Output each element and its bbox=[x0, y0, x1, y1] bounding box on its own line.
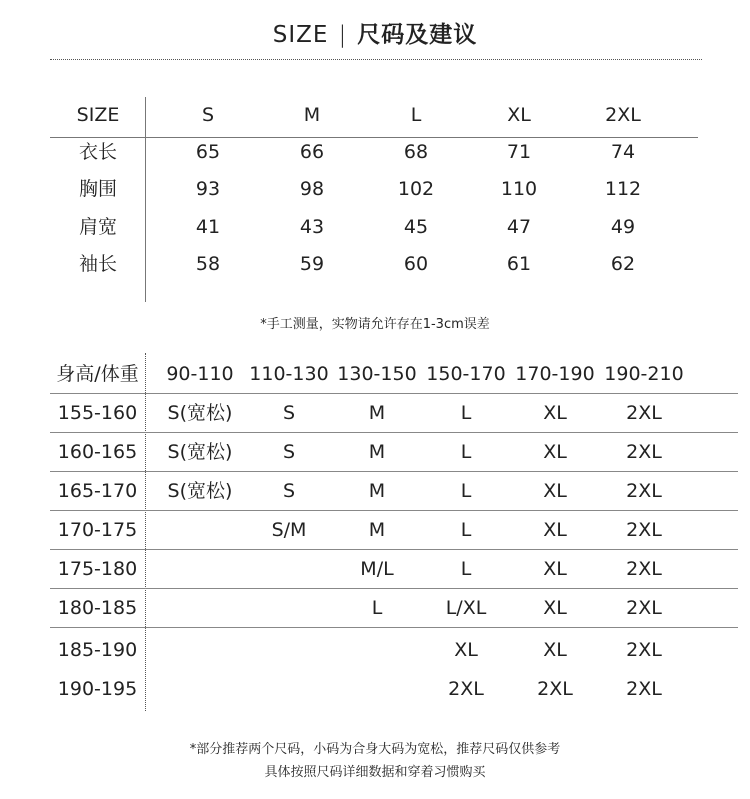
size-table-header bbox=[50, 97, 698, 133]
page-title bbox=[0, 16, 750, 49]
rec-row-label: 180-185 bbox=[57, 597, 138, 619]
size-cell: 49 bbox=[610, 216, 636, 238]
rec-row-label: 160-165 bbox=[57, 441, 138, 463]
rec-cell: 2XL bbox=[626, 639, 662, 661]
rec-cell: S(宽松) bbox=[167, 402, 233, 424]
rec-table-header bbox=[50, 355, 738, 394]
rec-row-label: 190-195 bbox=[57, 678, 138, 700]
rec-cell: L bbox=[460, 558, 472, 580]
size-header-cell: L bbox=[410, 104, 422, 126]
size-table-row bbox=[50, 246, 698, 282]
rec-header-cell: 170-190 bbox=[515, 363, 595, 385]
rec-cell: L bbox=[460, 480, 472, 502]
rec-cell: M bbox=[368, 402, 386, 424]
size-cell: 66 bbox=[299, 141, 325, 163]
size-cell: 98 bbox=[299, 178, 325, 200]
rec-header-cell: 190-210 bbox=[604, 363, 684, 385]
rec-table-row bbox=[50, 670, 738, 708]
rec-header-cell: 110-130 bbox=[249, 363, 329, 385]
rec-cell bbox=[157, 550, 243, 588]
rec-cell: XL bbox=[543, 639, 567, 661]
size-header-cell: XL bbox=[507, 104, 531, 126]
rec-cell: S(宽松) bbox=[167, 480, 233, 502]
rec-cell: M bbox=[368, 441, 386, 463]
title-divider bbox=[50, 59, 702, 60]
rec-cell: M bbox=[368, 519, 386, 541]
size-cell: 59 bbox=[299, 253, 325, 275]
rec-cell bbox=[246, 670, 332, 708]
rec-cell: M/L bbox=[360, 558, 394, 580]
size-header-cell: M bbox=[303, 104, 321, 126]
size-cell: 61 bbox=[506, 253, 532, 275]
rec-header-cell: 身高/体重 bbox=[56, 363, 139, 385]
recommendation-note-line2: 具体按照尺码详细数据和穿着习惯购买 bbox=[264, 765, 486, 780]
rec-cell: S bbox=[282, 480, 296, 502]
rec-cell: 2XL bbox=[626, 519, 662, 541]
size-table-row bbox=[50, 134, 698, 170]
rec-cell: 2XL bbox=[626, 678, 662, 700]
size-cell: 43 bbox=[299, 216, 325, 238]
rec-cell: S/M bbox=[271, 519, 307, 541]
rec-cell: XL bbox=[543, 480, 567, 502]
rec-cell: L bbox=[460, 402, 472, 424]
size-row-label: 衣长 bbox=[78, 141, 117, 163]
rec-header-cell: 130-150 bbox=[337, 363, 417, 385]
size-cell: 93 bbox=[195, 178, 221, 200]
rec-cell: 2XL bbox=[626, 441, 662, 463]
size-cell: 47 bbox=[506, 216, 532, 238]
size-cell: 60 bbox=[403, 253, 429, 275]
rec-cell: L bbox=[460, 441, 472, 463]
size-cell: 68 bbox=[403, 141, 429, 163]
rec-cell bbox=[157, 631, 243, 669]
size-cell: 65 bbox=[195, 141, 221, 163]
size-cell: 110 bbox=[500, 178, 538, 200]
rec-cell bbox=[246, 631, 332, 669]
rec-row-label: 170-175 bbox=[57, 519, 138, 541]
size-header-cell: S bbox=[201, 104, 215, 126]
rec-table-row bbox=[50, 631, 738, 669]
size-table bbox=[50, 95, 698, 305]
rec-cell: XL bbox=[454, 639, 478, 661]
title-en: SIZE bbox=[272, 22, 329, 48]
rec-cell: M bbox=[368, 480, 386, 502]
rec-cell: 2XL bbox=[448, 678, 484, 700]
rec-cell: XL bbox=[543, 402, 567, 424]
size-header-cell: SIZE bbox=[76, 104, 120, 126]
rec-table-row bbox=[50, 433, 738, 472]
rec-cell: L/XL bbox=[445, 597, 487, 619]
rec-table-row bbox=[50, 589, 738, 628]
rec-cell bbox=[157, 589, 243, 627]
rec-cell: XL bbox=[543, 441, 567, 463]
rec-row-label: 165-170 bbox=[57, 480, 138, 502]
rec-cell: 2XL bbox=[626, 597, 662, 619]
rec-table-row bbox=[50, 511, 738, 550]
rec-cell bbox=[157, 511, 243, 549]
rec-cell: XL bbox=[543, 519, 567, 541]
size-row-label: 袖长 bbox=[78, 253, 117, 275]
rec-cell: S bbox=[282, 402, 296, 424]
rec-header-cell: 90-110 bbox=[166, 363, 234, 385]
size-cell: 45 bbox=[403, 216, 429, 238]
rec-cell: 2XL bbox=[626, 558, 662, 580]
rec-cell: 2XL bbox=[626, 480, 662, 502]
size-header-cell: 2XL bbox=[605, 104, 641, 126]
rec-cell bbox=[246, 550, 332, 588]
rec-header-cell: 150-170 bbox=[426, 363, 506, 385]
rec-cell: L bbox=[460, 519, 472, 541]
size-cell: 58 bbox=[195, 253, 221, 275]
size-row-label: 胸围 bbox=[78, 178, 117, 200]
size-cell: 74 bbox=[610, 141, 636, 163]
rec-cell bbox=[246, 589, 332, 627]
size-row-label: 肩宽 bbox=[78, 216, 117, 238]
size-cell: 112 bbox=[604, 178, 642, 200]
rec-table-row bbox=[50, 550, 738, 589]
size-table-row bbox=[50, 171, 698, 207]
rec-cell: L bbox=[371, 597, 383, 619]
size-cell: 62 bbox=[610, 253, 636, 275]
size-recommendation-table bbox=[50, 353, 738, 713]
rec-row-label: 185-190 bbox=[57, 639, 138, 661]
rec-cell bbox=[157, 670, 243, 708]
size-cell: 71 bbox=[506, 141, 532, 163]
rec-cell: XL bbox=[543, 558, 567, 580]
rec-cell: 2XL bbox=[626, 402, 662, 424]
rec-cell: S(宽松) bbox=[167, 441, 233, 463]
rec-cell: 2XL bbox=[537, 678, 573, 700]
rec-table-row bbox=[50, 394, 738, 433]
size-cell: 41 bbox=[195, 216, 221, 238]
rec-table-row bbox=[50, 472, 738, 511]
rec-cell: S bbox=[282, 441, 296, 463]
rec-cell: XL bbox=[543, 597, 567, 619]
rec-row-label: 155-160 bbox=[57, 402, 138, 424]
recommendation-note-line1: *部分推荐两个尺码，小码为合身大码为宽松，推荐尺码仅供参考 bbox=[189, 742, 561, 757]
rec-row-label: 175-180 bbox=[57, 558, 138, 580]
measurement-note: *手工测量，实物请允许存在1-3cm误差 bbox=[260, 317, 490, 332]
size-table-row bbox=[50, 209, 698, 245]
size-cell: 102 bbox=[397, 178, 435, 200]
title-cn: 尺码及建议 bbox=[357, 22, 478, 48]
title-separator: | bbox=[338, 22, 348, 48]
rec-cell bbox=[334, 670, 420, 708]
rec-cell bbox=[334, 631, 420, 669]
